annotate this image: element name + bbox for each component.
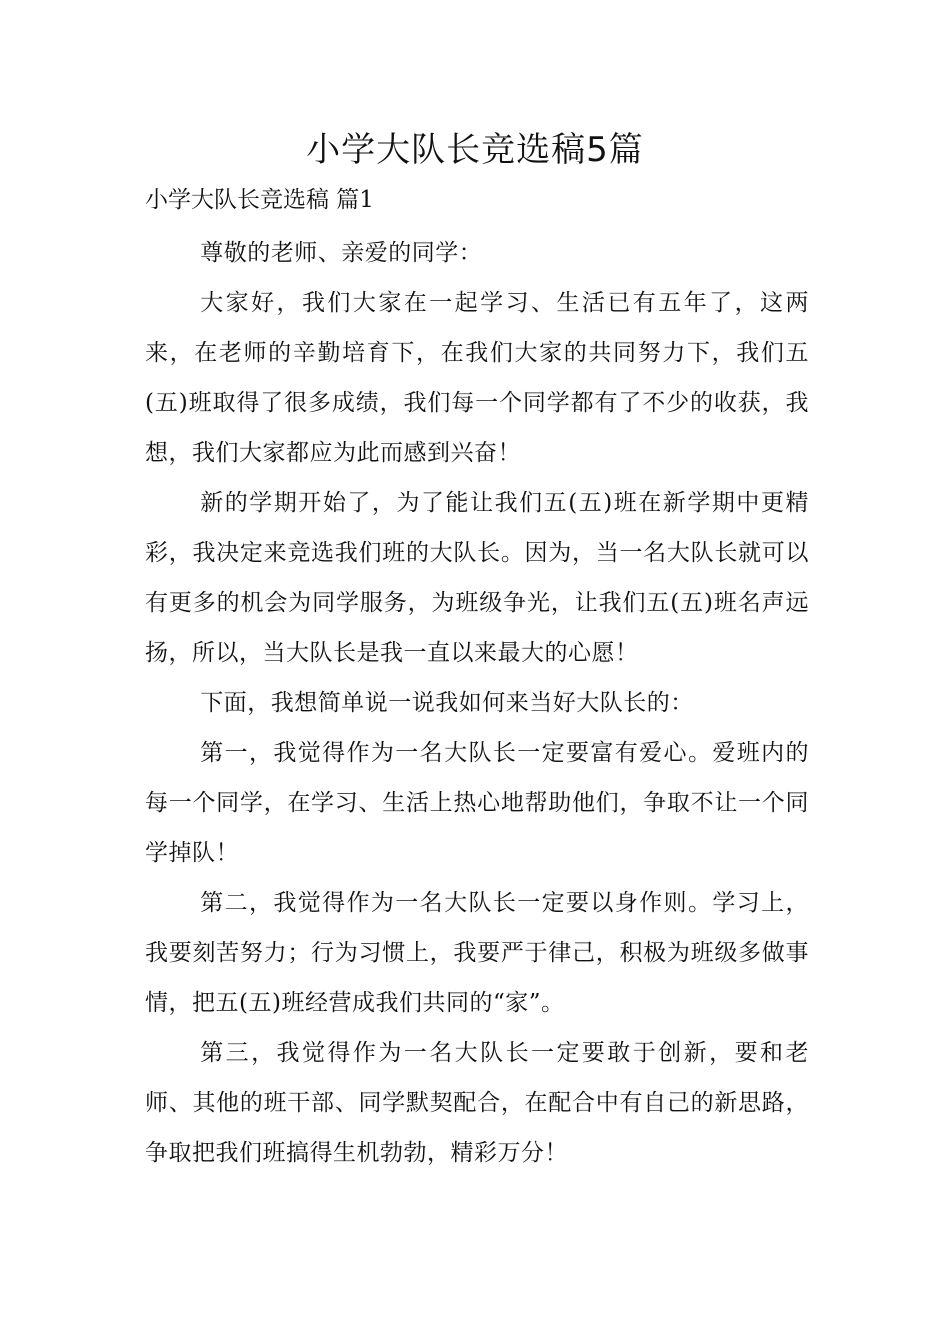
paragraph-greeting: 尊敬的老师、亲爱的同学： xyxy=(200,240,483,266)
paragraph: 下面，我想简单说一说我如何来当好大队长的： xyxy=(200,690,694,716)
document-title: 小学大队长竞选稿5篇 xyxy=(306,130,644,170)
paragraph: 新的学期开始了，为了能让我们五(五)班在新学期中更精彩，我决定来竞选我们班的大队长。因为，当一名大队长就可以有更多的机会为同学服务，为班级争光，让我们五(五)班名声远扬，所以，当大队长是我一直以来最大的心愿！ xyxy=(145,490,809,666)
section-heading: 小学大队长竞选稿 篇1 xyxy=(145,187,374,213)
paragraph: 大家好，我们大家在一起学习、生活已有五年了，这两来，在老师的辛勤培育下，在我们大家的共同努力下，我们五(五)班取得了很多成绩，我们每一个同学都有了不少的收获，我想，我们大家都应为此而感到兴奋！ xyxy=(145,290,809,466)
paragraph: 第三，我觉得作为一名大队长一定要敢于创新，要和老师、其他的班干部、同学默契配合，在配合中有自己的新思路，争取把我们班搞得生机勃勃，精彩万分！ xyxy=(145,1040,809,1166)
paragraph: 第一，我觉得作为一名大队长一定要富有爱心。爱班内的每一个同学，在学习、生活上热心地帮助他们，争取不让一个同学掉队！ xyxy=(145,740,809,866)
paragraph: 第二，我觉得作为一名大队长一定要以身作则。学习上，我要刻苦努力；行为习惯上，我要严于律己，积极为班级多做事情，把五(五)班经营成我们共同的“家”。 xyxy=(145,890,809,1016)
document-body xyxy=(145,228,809,1178)
